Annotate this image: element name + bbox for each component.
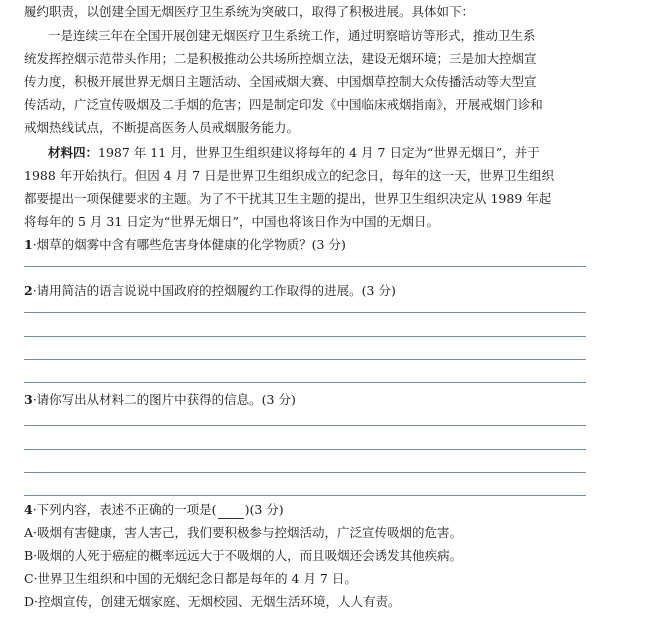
option-d[interactable]: D·控烟宣传，创建无烟家庭、无烟校园、无烟生活环境，人人有责。 (24, 594, 401, 609)
passage-line: 戒烟热线试点，不断提高医务人员戒烟服务能力。 (24, 120, 300, 135)
question-text: ·下列内容，表述不正确的一项是( (32, 502, 217, 517)
question-number: 3 (24, 392, 33, 407)
option-b[interactable]: B·吸烟的人死于癌症的概率远远大于不吸烟的人，而且吸烟还会诱发其他疾病。 (24, 548, 463, 563)
question-number: 4 (24, 502, 33, 517)
answer-line[interactable] (24, 359, 586, 360)
answer-blank[interactable] (218, 502, 244, 519)
answer-line[interactable] (24, 266, 586, 267)
question-number: 1 (24, 237, 33, 252)
material4-label: 材料四： (48, 145, 99, 160)
question-number: 2 (24, 283, 33, 298)
passage-line: 统发挥控烟示范带头作用；二是积极推动公共场所控烟立法，建设无烟环境；三是加大控烟宣 (24, 51, 537, 66)
question-4 (24, 502, 284, 519)
question-text: ·请你写出从材料二的图片中获得的信息。(3 分) (32, 392, 296, 407)
answer-line[interactable] (24, 495, 586, 496)
question-text: ·请用简洁的语言说说中国政府的控烟履约工作取得的进展。(3 分) (32, 283, 396, 298)
answer-line[interactable] (24, 312, 586, 313)
question-2 (24, 283, 396, 299)
question-score: )(3 分) (244, 502, 284, 517)
option-c[interactable]: C·世界卫生组织和中国的无烟纪念日都是每年的 4 月 7 日。 (24, 571, 357, 586)
passage-line: 履约职责，以创建全国无烟医疗卫生系统为突破口，取得了积极进展。具体如下： (24, 4, 475, 19)
question-text: ·烟草的烟雾中含有哪些危害身体健康的化学物质？(3 分) (32, 237, 346, 252)
material4-line: 1988 年开始执行。但因 4 月 7 日是世界卫生组织成立的纪念日，每年的这一天，世界卫生组织 (24, 168, 555, 183)
material4-text: 1987 年 11 月，世界卫生组织建议将每年的 4 月 7 日定为“世界无烟日”，并于 (98, 145, 540, 160)
answer-line[interactable] (24, 336, 586, 337)
passage-line: 传活动，广泛宣传吸烟及二手烟的危害；四是制定印发《中国临床戒烟指南》，开展戒烟门诊和 (24, 97, 543, 112)
material4-line (48, 145, 540, 161)
answer-line[interactable] (24, 472, 586, 473)
passage-line: 传力度，积极开展世界无烟日主题活动、全国戒烟大赛、中国烟草控制大众传播活动等大型宣 (24, 74, 537, 89)
question-1 (24, 237, 346, 253)
question-3 (24, 392, 296, 408)
option-a[interactable]: A·吸烟有害健康，害人害己，我们要积极参与控烟活动，广泛宣传吸烟的危害。 (24, 525, 463, 540)
material4-line: 将每年的 5 月 31 日定为“世界无烟日”，中国也将该日作为中国的无烟日。 (24, 214, 440, 229)
answer-line[interactable] (24, 425, 586, 426)
answer-line[interactable] (24, 382, 586, 383)
answer-line[interactable] (24, 449, 586, 450)
passage-line: 一是连续三年在全国开展创建无烟医疗卫生系统工作，通过明察暗访等形式，推动卫生系 (48, 28, 536, 43)
material4-line: 都要提出一项保健要求的主题。为了不干扰其卫生主题的提出，世界卫生组织决定从 1989 年起 (24, 191, 552, 206)
